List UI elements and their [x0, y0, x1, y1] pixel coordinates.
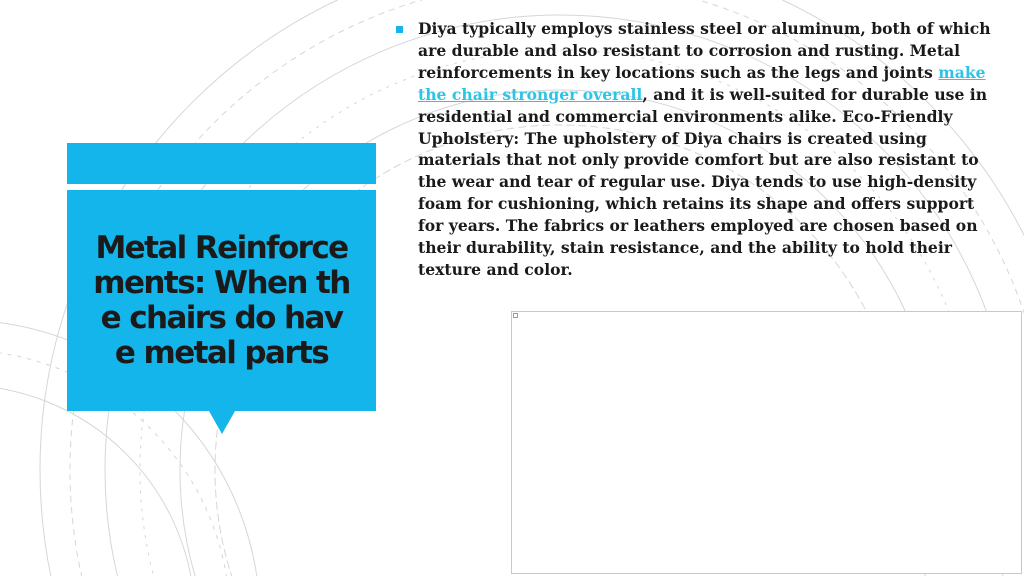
title-accent-bar — [67, 143, 376, 184]
slide-title: Metal Reinforcements: When the chairs do have metal parts — [93, 229, 350, 371]
image-placeholder — [511, 311, 1022, 574]
title-pointer-arrow — [209, 411, 235, 434]
broken-image-icon — [513, 313, 518, 318]
paragraph-text-start: Diya typically employs stainless steel or aluminum, both of which are durable and also resistant to corrosion and rusting. Metal reinforcements in key locations such as the legs and joints — [418, 19, 991, 82]
square-bullet-icon — [396, 26, 403, 33]
title-box — [67, 190, 376, 411]
chair-stronger-link[interactable]: make the chair stronger overall — [418, 62, 986, 104]
bullet-paragraph — [418, 18, 1002, 281]
paragraph-text-end: , and it is well-suited for durable use in residential and commercial environments alike. Eco-Friendly Upholstery: The upholstery of Diya chairs is created using materials that not only provide comfort but are also resistant to the wear and tear of regular use. Diya tends to use high-density foam for cushioning, which retains its shape and offers support for years. The fabrics or leathers employed are chosen based on their durability, stain resistance, and the ability to hold their texture and color. — [418, 84, 988, 279]
